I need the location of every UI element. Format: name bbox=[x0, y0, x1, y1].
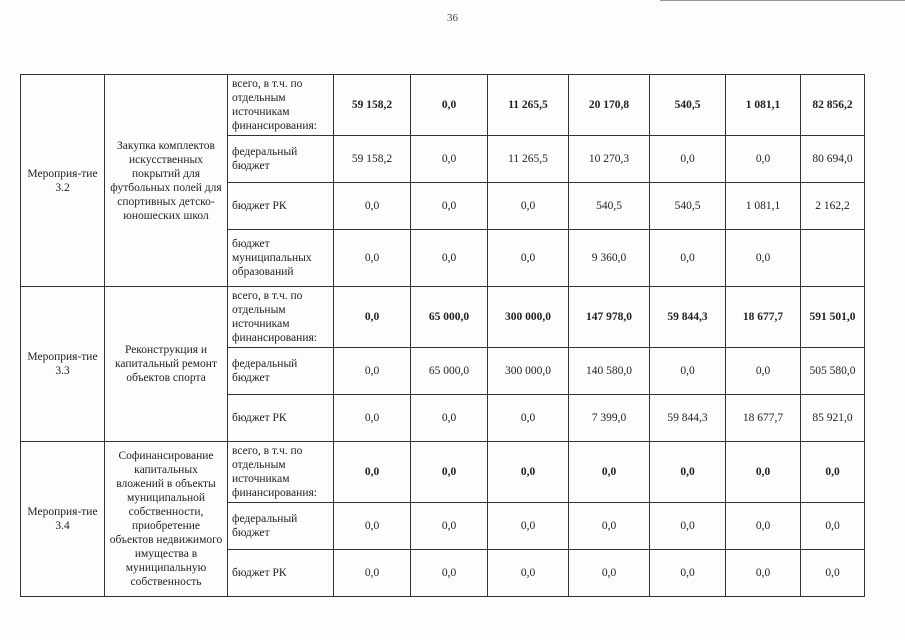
funding-source-cell: бюджет РК bbox=[228, 395, 334, 442]
event-name-cell: Реконструкция и капитальный ремонт объектов спорта bbox=[105, 287, 228, 442]
event-name-cell: Закупка комплектов искусственных покрытий для футбольных полей для спортивных детско-юношеских школ bbox=[105, 75, 228, 287]
funding-table bbox=[20, 74, 865, 597]
value-cell: 0,0 bbox=[334, 550, 411, 597]
table-row-total bbox=[21, 75, 865, 136]
value-cell: 0,0 bbox=[411, 442, 488, 503]
value-cell: 0,0 bbox=[488, 503, 569, 550]
value-cell: 540,5 bbox=[650, 183, 726, 230]
value-cell: 0,0 bbox=[650, 442, 726, 503]
value-cell: 65 000,0 bbox=[411, 287, 488, 348]
event-id-cell: Мероприя-тие 3.2 bbox=[21, 75, 105, 287]
value-cell: 0,0 bbox=[801, 503, 865, 550]
funding-source-cell: всего, в т.ч. по отдельным источникам финансирования: bbox=[228, 287, 334, 348]
value-cell: 11 265,5 bbox=[488, 75, 569, 136]
value-cell: 0,0 bbox=[411, 230, 488, 287]
funding-source-cell: всего, в т.ч. по отдельным источникам финансирования: bbox=[228, 442, 334, 503]
value-cell: 0,0 bbox=[334, 395, 411, 442]
value-cell: 18 677,7 bbox=[726, 287, 801, 348]
event-id-cell: Мероприя-тие 3.3 bbox=[21, 287, 105, 442]
value-cell: 0,0 bbox=[650, 136, 726, 183]
value-cell: 0,0 bbox=[334, 183, 411, 230]
value-cell: 0,0 bbox=[726, 550, 801, 597]
value-cell: 0,0 bbox=[488, 183, 569, 230]
value-cell: 0,0 bbox=[726, 503, 801, 550]
event-name-cell: Софинансирование капитальных вложений в объекты муниципальной собственности, приобретение объектов недвижимого имущества в муниципальную собственность bbox=[105, 442, 228, 597]
value-cell: 59 158,2 bbox=[334, 136, 411, 183]
value-cell: 505 580,0 bbox=[801, 348, 865, 395]
value-cell: 0,0 bbox=[801, 442, 865, 503]
value-cell: 0,0 bbox=[650, 550, 726, 597]
value-cell: 0,0 bbox=[569, 503, 650, 550]
value-cell: 300 000,0 bbox=[488, 287, 569, 348]
value-cell: 0,0 bbox=[488, 442, 569, 503]
value-cell: 0,0 bbox=[334, 287, 411, 348]
value-cell: 1 081,1 bbox=[726, 75, 801, 136]
value-cell: 0,0 bbox=[411, 550, 488, 597]
value-cell: 2 162,2 bbox=[801, 183, 865, 230]
funding-source-cell: бюджет РК bbox=[228, 550, 334, 597]
value-cell: 0,0 bbox=[334, 348, 411, 395]
value-cell: 540,5 bbox=[569, 183, 650, 230]
page-number: 36 bbox=[447, 12, 458, 24]
value-cell: 85 921,0 bbox=[801, 395, 865, 442]
value-cell bbox=[801, 230, 865, 287]
value-cell: 0,0 bbox=[488, 230, 569, 287]
funding-source-cell: федеральный бюджет bbox=[228, 348, 334, 395]
value-cell: 59 158,2 bbox=[334, 75, 411, 136]
value-cell: 0,0 bbox=[411, 183, 488, 230]
value-cell: 0,0 bbox=[488, 550, 569, 597]
value-cell: 0,0 bbox=[334, 442, 411, 503]
value-cell: 9 360,0 bbox=[569, 230, 650, 287]
value-cell: 147 978,0 bbox=[569, 287, 650, 348]
value-cell: 591 501,0 bbox=[801, 287, 865, 348]
funding-source-cell: бюджет РК bbox=[228, 183, 334, 230]
value-cell: 59 844,3 bbox=[650, 287, 726, 348]
event-id-cell: Мероприя-тие 3.4 bbox=[21, 442, 105, 597]
value-cell: 7 399,0 bbox=[569, 395, 650, 442]
value-cell: 300 000,0 bbox=[488, 348, 569, 395]
value-cell: 0,0 bbox=[650, 230, 726, 287]
value-cell: 11 265,5 bbox=[488, 136, 569, 183]
value-cell: 10 270,3 bbox=[569, 136, 650, 183]
funding-source-cell: бюджет муниципальных образований bbox=[228, 230, 334, 287]
funding-source-cell: федеральный бюджет bbox=[228, 503, 334, 550]
funding-source-cell: всего, в т.ч. по отдельным источникам финансирования: bbox=[228, 75, 334, 136]
value-cell: 0,0 bbox=[569, 442, 650, 503]
value-cell: 0,0 bbox=[334, 230, 411, 287]
table-row-total bbox=[21, 442, 865, 503]
value-cell: 140 580,0 bbox=[569, 348, 650, 395]
value-cell: 20 170,8 bbox=[569, 75, 650, 136]
value-cell: 0,0 bbox=[334, 503, 411, 550]
value-cell: 80 694,0 bbox=[801, 136, 865, 183]
value-cell: 0,0 bbox=[801, 550, 865, 597]
value-cell: 0,0 bbox=[726, 136, 801, 183]
value-cell: 0,0 bbox=[650, 348, 726, 395]
value-cell: 59 844,3 bbox=[650, 395, 726, 442]
value-cell: 0,0 bbox=[726, 230, 801, 287]
value-cell: 0,0 bbox=[411, 395, 488, 442]
top-edge-line bbox=[660, 0, 905, 1]
value-cell: 1 081,1 bbox=[726, 183, 801, 230]
value-cell: 540,5 bbox=[650, 75, 726, 136]
funding-source-cell: федеральный бюджет bbox=[228, 136, 334, 183]
value-cell: 82 856,2 bbox=[801, 75, 865, 136]
value-cell: 65 000,0 bbox=[411, 348, 488, 395]
value-cell: 18 677,7 bbox=[726, 395, 801, 442]
value-cell: 0,0 bbox=[411, 503, 488, 550]
value-cell: 0,0 bbox=[650, 503, 726, 550]
value-cell: 0,0 bbox=[488, 395, 569, 442]
value-cell: 0,0 bbox=[569, 550, 650, 597]
table-row-total bbox=[21, 287, 865, 348]
value-cell: 0,0 bbox=[411, 75, 488, 136]
value-cell: 0,0 bbox=[726, 348, 801, 395]
value-cell: 0,0 bbox=[726, 442, 801, 503]
value-cell: 0,0 bbox=[411, 136, 488, 183]
